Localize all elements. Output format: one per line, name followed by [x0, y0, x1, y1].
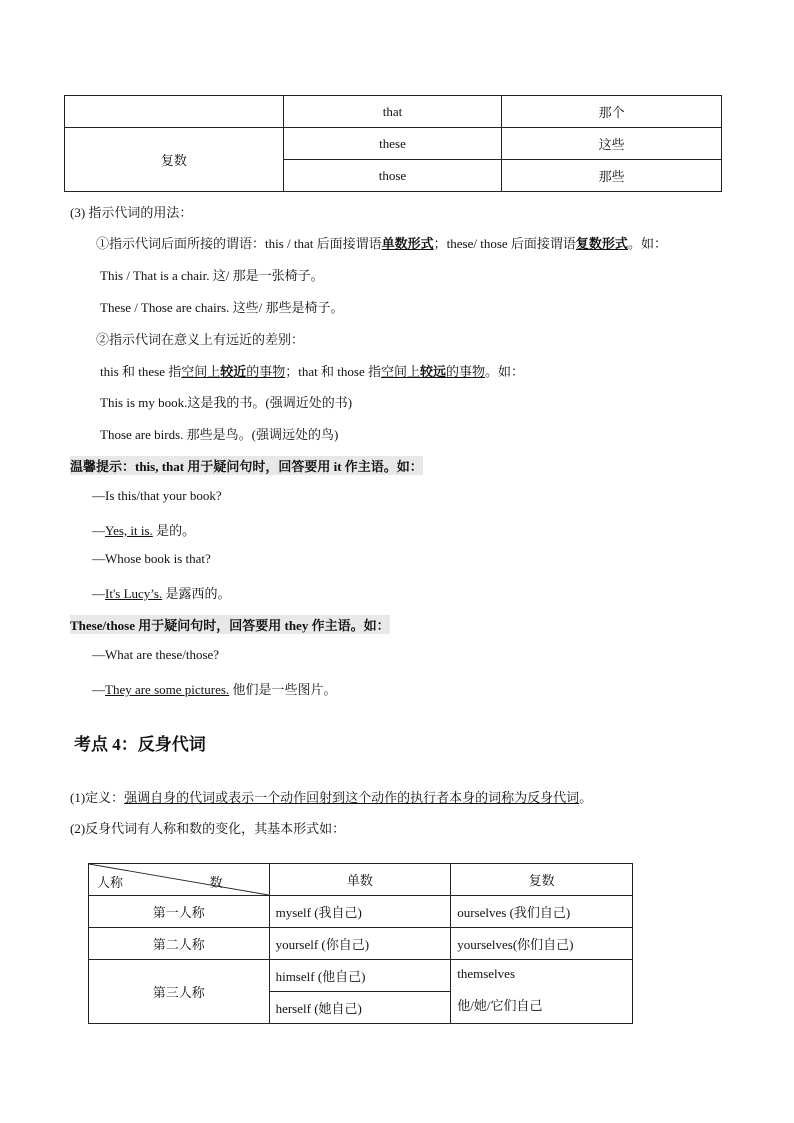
dialogue-a1	[92, 520, 195, 539]
text: (1)定义：	[70, 790, 125, 805]
answer-text: Yes, it is.	[105, 523, 153, 538]
column-header: 复数	[451, 864, 633, 896]
corner-label-person: 人称	[97, 875, 124, 890]
person-cell: 第二人称	[89, 928, 270, 960]
table-header-row	[89, 864, 633, 896]
table-cell: 那个	[502, 96, 722, 128]
answer-cn: 是露西的。	[162, 586, 231, 601]
example-4: Those are birds. 那些是鸟。(强调远处的鸟)	[100, 427, 339, 442]
singular-cell: myself (我自己)	[269, 896, 451, 928]
usage-point-3	[100, 361, 524, 380]
table-cell: 那些	[502, 160, 722, 192]
dash: —	[92, 523, 105, 538]
emphasis: 单数形式	[381, 236, 434, 251]
usage-point-2: ②指示代词在意义上有远近的差别：	[96, 332, 305, 347]
plural-en: themselves	[457, 966, 515, 981]
emphasis: 较近	[220, 364, 247, 379]
plural-cell: ourselves (我们自己)	[451, 896, 633, 928]
answer-text: They are some pictures.	[105, 682, 230, 697]
text: this 和 these 指	[100, 364, 182, 379]
emphasis: 复数形式	[575, 236, 628, 251]
text: 。如：	[485, 364, 525, 379]
emphasis: 较远	[420, 364, 447, 379]
corner-label-number: 数	[209, 875, 223, 890]
table-cell: that	[283, 96, 502, 128]
dialogue-q2: —Whose book is that?	[92, 551, 211, 566]
corner-header	[89, 864, 270, 896]
answer-cn: 他们是一些图片。	[229, 682, 337, 697]
underlined: 强调自身的代词或表示一个动作回射到这个动作的执行者本身的词称为反身代词	[124, 790, 580, 805]
dialogue-q1: —Is this/that your book?	[92, 488, 222, 503]
tip-title-2: These/those 用于疑问句时，回答要用 they 作主语。如：	[70, 615, 390, 634]
table-cell: 这些	[502, 128, 722, 160]
usage-point-1	[96, 233, 667, 252]
demonstrative-table	[64, 95, 722, 192]
answer-cn: 是的。	[152, 523, 196, 538]
singular-cell: himself (他自己)	[269, 960, 451, 992]
table-row	[89, 896, 633, 928]
singular-cell: herself (她自己)	[269, 992, 451, 1024]
table-row	[89, 960, 633, 992]
tip-title-1: 温馨提示：this, that 用于疑问句时，回答要用 it 作主语。如：	[70, 456, 423, 475]
underlined: 的事物	[246, 364, 286, 379]
reflexive-table	[88, 863, 633, 1024]
definition	[70, 787, 592, 806]
forms-intro: (2)反身代词有人称和数的变化，其基本形式如：	[70, 821, 346, 836]
text: 。	[579, 790, 593, 805]
text: ；that 和 those 指	[285, 364, 381, 379]
table-cell: these	[283, 128, 502, 160]
example-1: This / That is a chair. 这/ 那是一张椅子。	[100, 268, 324, 283]
table-row	[65, 96, 722, 128]
plural-label: 复数	[65, 128, 284, 192]
dash: —	[92, 682, 105, 697]
underlined: 的事物	[446, 364, 486, 379]
table-cell	[65, 96, 284, 128]
underlined: 空间上	[380, 364, 420, 379]
table-row	[65, 128, 722, 160]
usage-title: (3) 指示代词的用法：	[70, 205, 193, 220]
person-cell: 第三人称	[89, 960, 270, 1024]
underlined: 空间上	[181, 364, 221, 379]
text: 。如：	[627, 236, 667, 251]
text: ；these/ those 后面接谓语	[433, 236, 576, 251]
plural-cn: 他/她/它们自己	[457, 998, 543, 1013]
person-cell: 第一人称	[89, 896, 270, 928]
column-header: 单数	[269, 864, 451, 896]
singular-cell: yourself (你自己)	[269, 928, 451, 960]
dialogue-a3	[92, 679, 336, 698]
example-3: This is my book.这是我的书。(强调近处的书)	[100, 395, 353, 410]
dialogue-a2	[92, 583, 231, 602]
dialogue-q3: —What are these/those?	[92, 647, 220, 662]
section-heading: 考点 4：反身代词	[74, 735, 206, 754]
plural-cell	[451, 960, 633, 1024]
text: ①指示代词后面所接的谓语：this / that 后面接谓语	[96, 236, 382, 251]
example-2: These / Those are chairs. 这些/ 那些是椅子。	[100, 300, 344, 315]
table-cell: those	[283, 160, 502, 192]
table-row	[89, 928, 633, 960]
answer-text: It's Lucy’s.	[105, 586, 163, 601]
dash: —	[92, 586, 105, 601]
plural-cell: yourselves(你们自己)	[451, 928, 633, 960]
